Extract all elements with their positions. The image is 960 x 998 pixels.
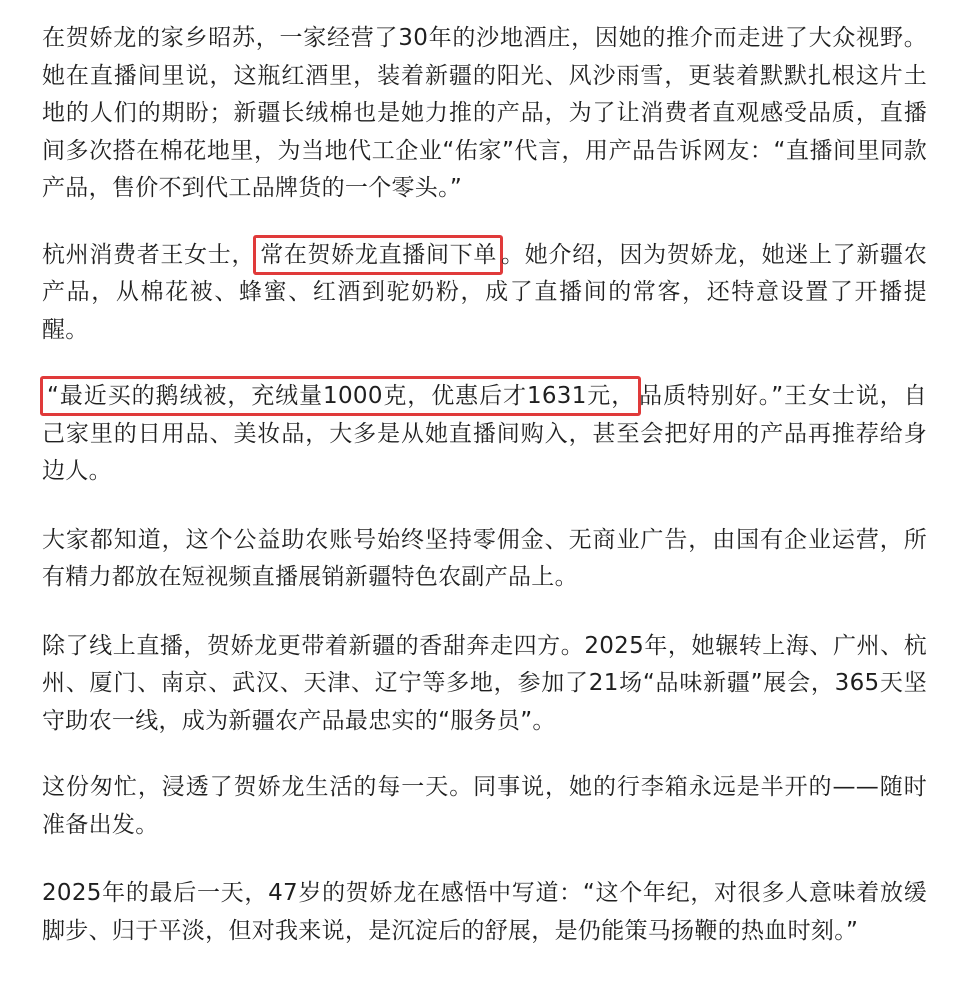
paragraph-5: 除了线上直播，贺娇龙更带着新疆的香甜奔走四方。2025年，她辗转上海、广州、杭州、厦门、南京、武汉、天津、辽宁等多地，参加了21场“品味新疆”展会，365天坚守助农一线，成为新疆农产品最忠实的“服务员”。 — [42, 632, 927, 734]
paragraph-6: 这份匆忙，浸透了贺娇龙生活的每一天。同事说，她的行李箱永远是半开的——随时准备出发。 — [42, 774, 927, 838]
paragraph-4: 大家都知道，这个公益助农账号始终坚持零佣金、无商业广告，由国有企业运营，所有精力都放在短视频直播展销新疆特色农副产品上。 — [42, 526, 927, 590]
paragraph-2-text-start: 杭州消费者王女士， — [42, 241, 256, 268]
paragraph-1: 在贺娇龙的家乡昭苏，一家经营了30年的沙地酒庄，因她的推介而走进了大众视野。她在直播间里说，这瓶红酒里，装着新疆的阳光、风沙雨雪，更装着默默扎根这片土地的人们的期盼；新疆长绒棉也是她力推的产品，为了让消费者直观感受品质，直播间多次搭在棉花地里，为当地代工企业“佑家”代言，用产品告诉网友：“直播间里同款产品，售价不到代工品牌货的一个零头。” — [42, 25, 927, 201]
paragraph-2 — [42, 237, 927, 350]
paragraph-3-text-end: 品质特别好。”王女士说，自己家里的日用品、美妆品，大多是从她直播间购入，甚至会把好用的产品再推荐给身边人。 — [42, 383, 927, 484]
paragraph-3 — [42, 378, 927, 491]
highlight-box-quilt-price: “最近买的鹅绒被，充绒量1000克，优惠后才1631元， — [40, 376, 641, 416]
paragraph-2-text-end: 。她介绍，因为贺娇龙，她迷上了新疆农产品，从棉花被、蜂蜜、红酒到驼奶粉，成了直播间的常客，还特意设置了开播提醒。 — [42, 241, 928, 343]
highlight-box-order-habit: 常在贺娇龙直播间下单 — [253, 235, 503, 275]
paragraph-7: 2025年的最后一天，47岁的贺娇龙在感悟中写道：“这个年纪，对很多人意味着放缓脚步、归于平淡，但对我来说，是沉淀后的舒展，是仍能策马扬鞭的热血时刻。” — [42, 880, 927, 944]
article-body — [42, 20, 927, 950]
